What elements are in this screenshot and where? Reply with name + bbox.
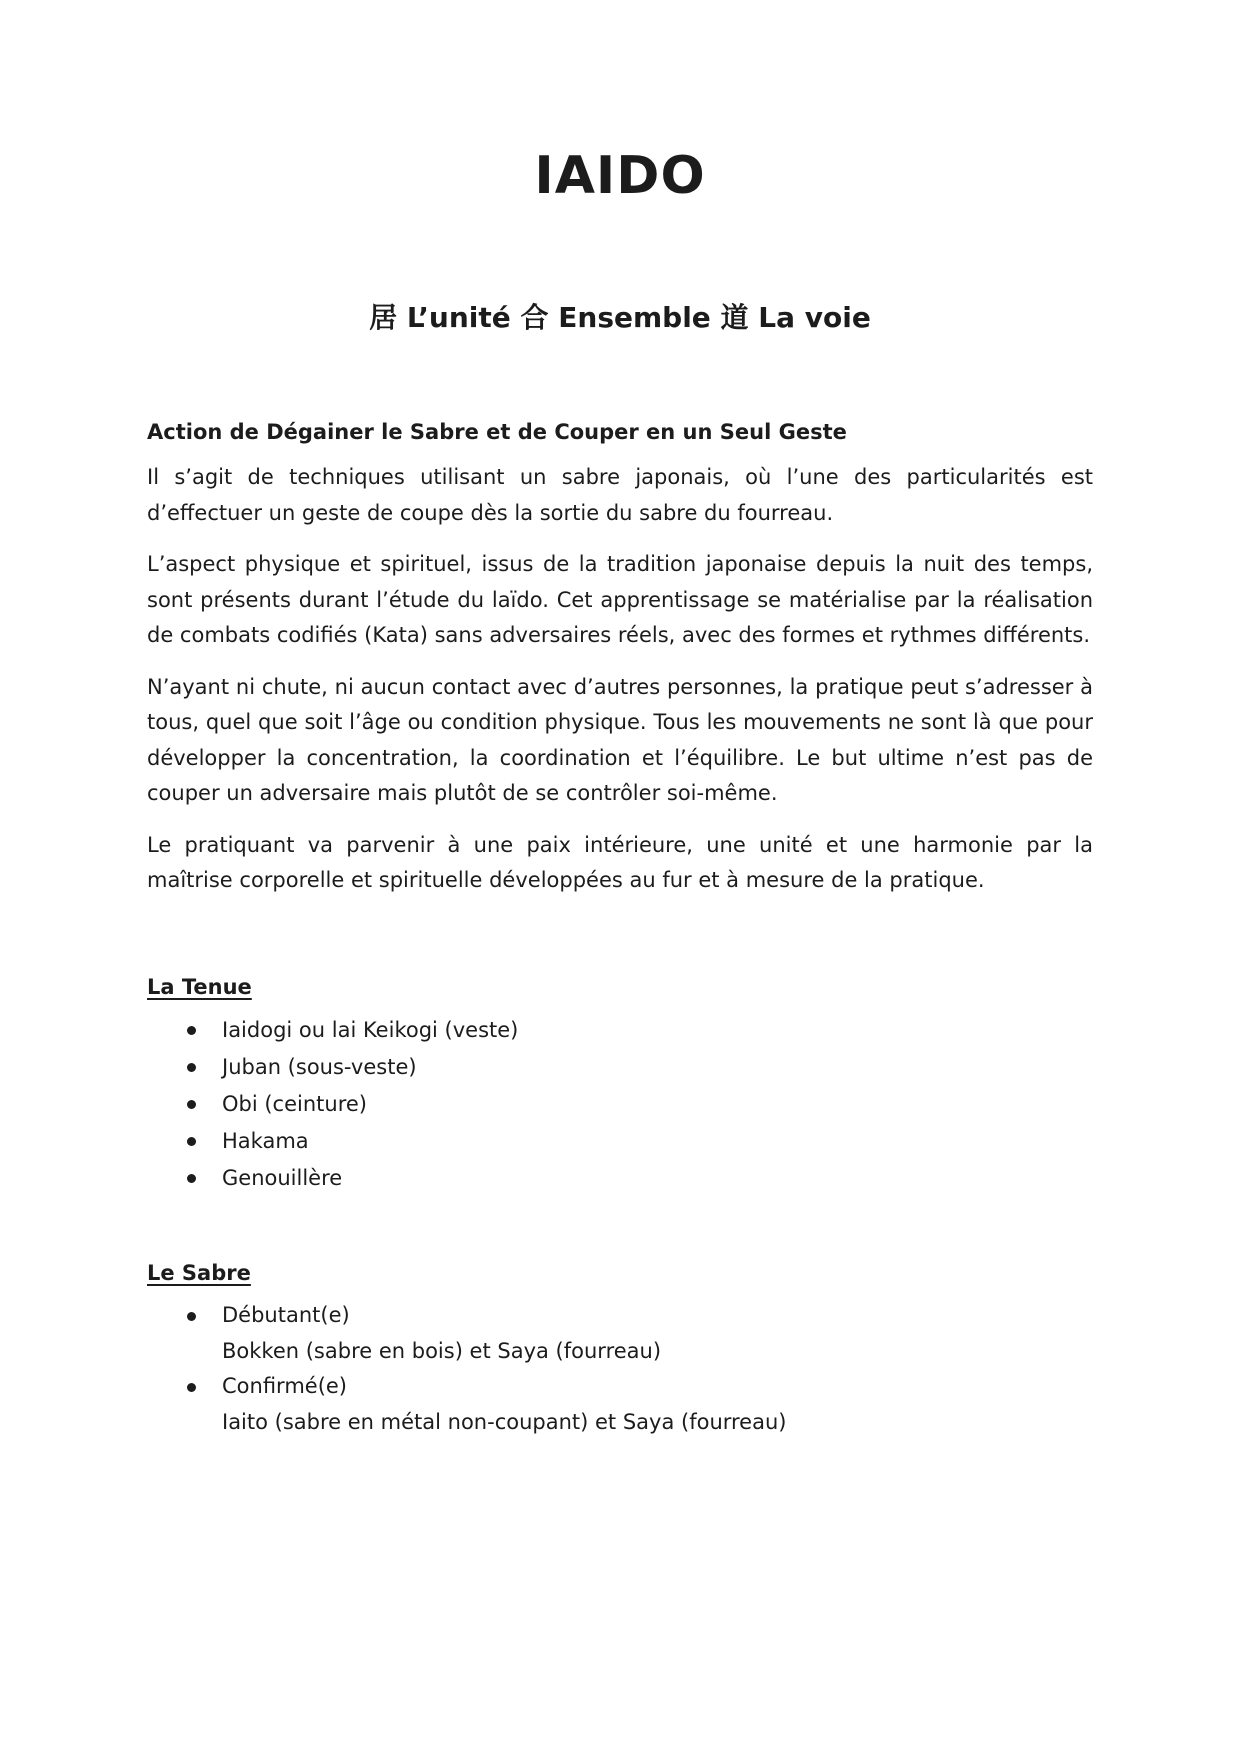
list-item xyxy=(147,1012,1093,1049)
bullet-icon xyxy=(187,1312,196,1321)
bullet-icon xyxy=(187,1100,196,1109)
intro-heading: Action de Dégainer le Sabre et de Couper en un Seul Geste xyxy=(147,420,847,444)
list-item xyxy=(147,1123,1093,1160)
bullet-icon xyxy=(187,1174,196,1183)
list-item-label: Juban (sous-veste) xyxy=(222,1054,417,1079)
list-item xyxy=(147,1049,1093,1086)
list-item xyxy=(147,1160,1093,1197)
list-item-detail: Bokken (sabre en bois) et Saya (fourreau) xyxy=(222,1338,662,1363)
paragraph-2: L’aspect physique et spirituel, issus de la tradition japonaise depuis la nuit des temps, sont présents durant l’étude du laïdo. Cet apprentissage se matérialise par la réalisation de combats codifiés (Kata) sans adversaires réels, avec des formes et rythmes différents. xyxy=(147,552,1093,648)
list-item-label: Confirmé(e) xyxy=(222,1374,347,1399)
list-item-label: Obi (ceinture) xyxy=(222,1091,368,1116)
sabre-list xyxy=(147,1298,1093,1440)
page-title: IAIDO xyxy=(534,146,706,206)
bullet-icon xyxy=(187,1137,196,1146)
bullet-icon xyxy=(187,1383,196,1392)
tenue-list xyxy=(147,1012,1093,1197)
list-item-label: Hakama xyxy=(222,1128,309,1153)
list-item xyxy=(147,1086,1093,1123)
tenue-heading: La Tenue xyxy=(147,974,252,999)
bullet-icon xyxy=(187,1026,196,1035)
list-item-label: Iaidogi ou lai Keikogi (veste) xyxy=(222,1017,519,1042)
paragraph-4: Le pratiquant va parvenir à une paix intérieure, une unité et une harmonie par la maîtrise corporelle et spirituelle développées au fur et à mesure de la pratique. xyxy=(147,832,1093,893)
paragraph-1: Il s’agit de techniques utilisant un sabre japonais, où l’une des particularités est d’effectuer un geste de coupe dès la sortie du sabre du fourreau. xyxy=(147,465,1093,525)
sabre-heading: Le Sabre xyxy=(147,1260,251,1285)
list-item xyxy=(147,1369,1093,1440)
bullet-icon xyxy=(187,1063,196,1072)
list-item xyxy=(147,1298,1093,1369)
main-content xyxy=(147,420,1093,1440)
page-subtitle: 居 L’unité 合 Ensemble 道 La voie xyxy=(369,301,871,334)
list-item-label: Débutant(e) xyxy=(222,1303,350,1328)
list-item-label: Genouillère xyxy=(222,1165,343,1190)
paragraph-3: N’ayant ni chute, ni aucun contact avec d’autres personnes, la pratique peut s’adresser à tous, quel que soit l’âge ou condition physique. Tous les mouvements ne sont là que pour développer la concentration, la coordination et l’équilibre. Le but ultime n’est pas de couper un adversaire mais plutôt de se contrôler soi-même. xyxy=(147,674,1093,806)
list-item-detail: Iaito (sabre en métal non-coupant) et Saya (fourreau) xyxy=(222,1409,787,1434)
